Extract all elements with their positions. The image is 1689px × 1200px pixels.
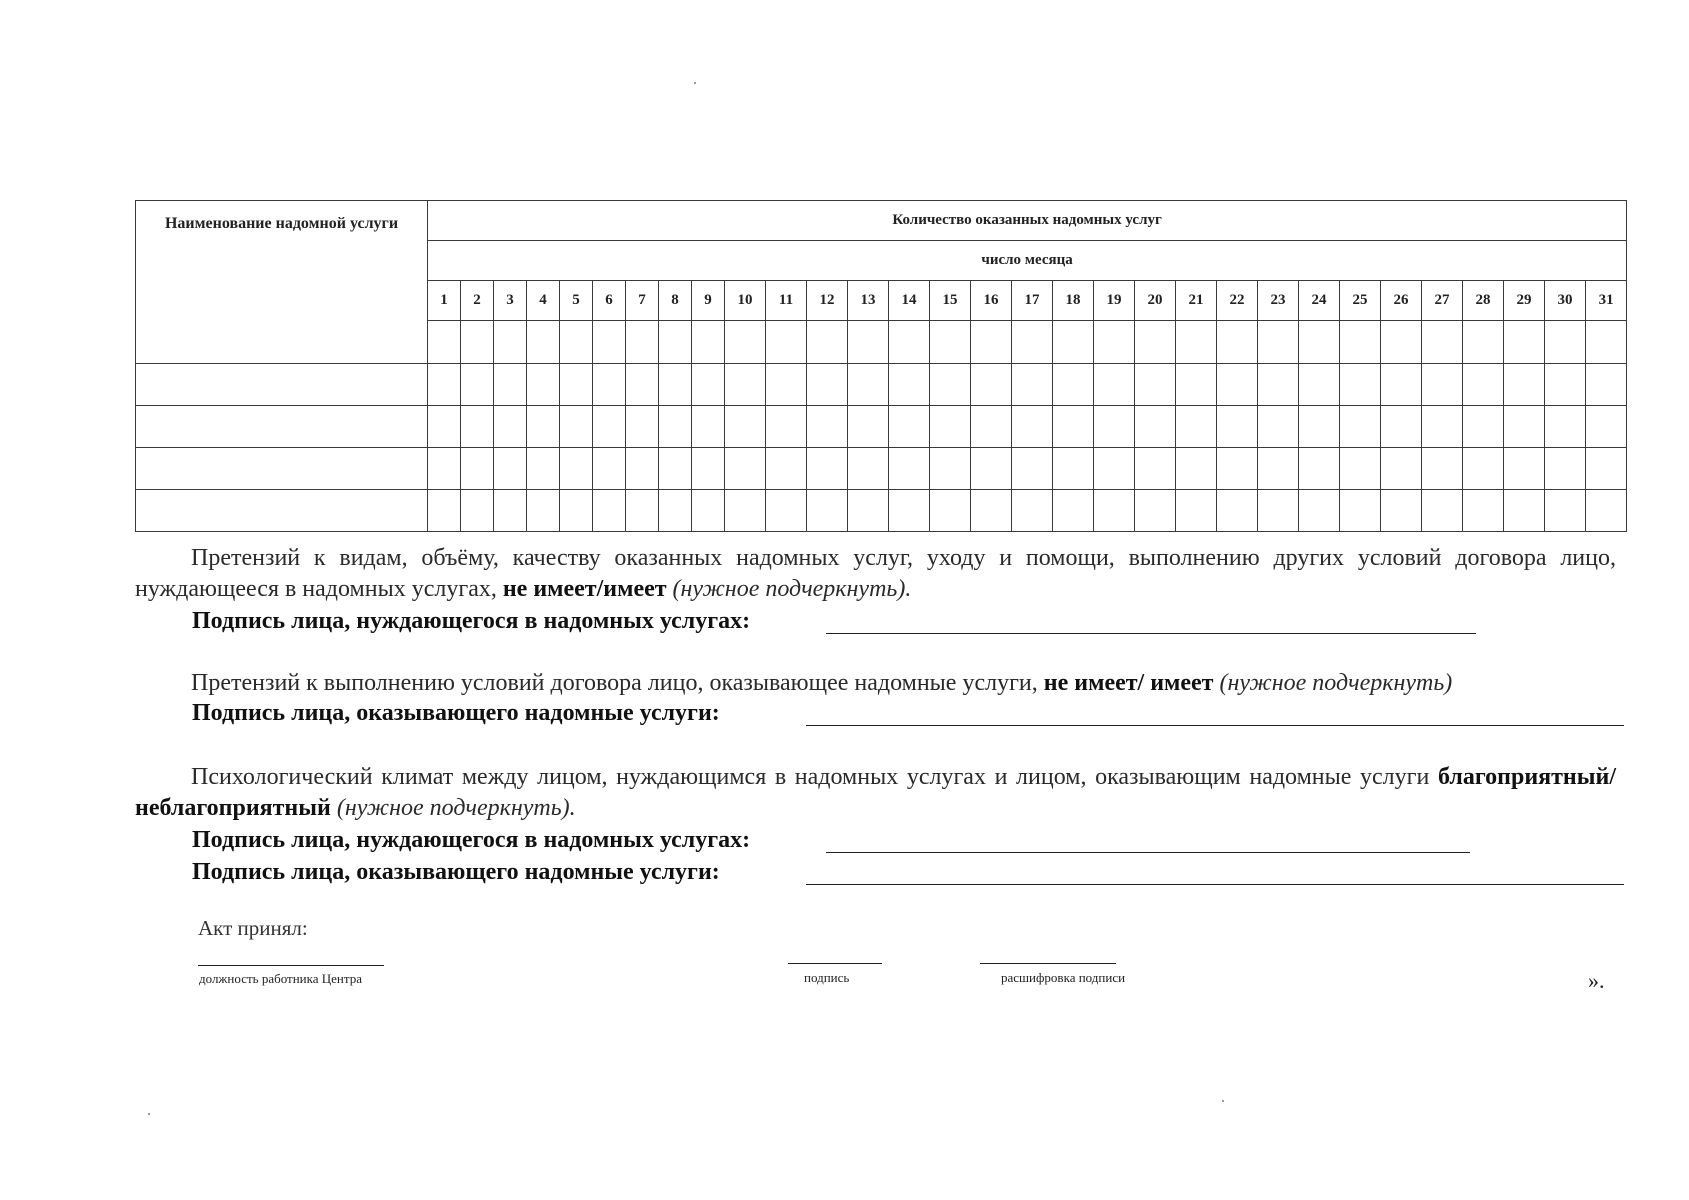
table-cell[interactable]: [1381, 321, 1422, 364]
day-number-cell: 6: [593, 281, 626, 321]
table-cell[interactable]: [766, 490, 807, 532]
climate-paragraph: [135, 762, 1616, 824]
services-count-header: Количество оказанных надомных услуг: [428, 201, 1627, 241]
table-cell[interactable]: [1299, 364, 1340, 406]
day-number-cell: 13: [848, 281, 889, 321]
table-cell[interactable]: [930, 448, 971, 490]
day-number-cell: 9: [692, 281, 725, 321]
claims-services-hint: (нужное подчеркнуть).: [672, 576, 912, 602]
day-number-cell: 30: [1545, 281, 1586, 321]
table-cell[interactable]: [1094, 364, 1135, 406]
day-number-cell: 14: [889, 281, 930, 321]
table-cell[interactable]: [1422, 448, 1463, 490]
day-number-cell: 29: [1504, 281, 1545, 321]
table-cell[interactable]: [494, 448, 527, 490]
table-cell[interactable]: [1545, 364, 1586, 406]
table-cell[interactable]: [1586, 406, 1627, 448]
table-cell[interactable]: [626, 448, 659, 490]
table-cell[interactable]: [461, 364, 494, 406]
table-cell[interactable]: [692, 448, 725, 490]
table-cell[interactable]: [930, 406, 971, 448]
table-cell[interactable]: [428, 490, 461, 532]
table-cell[interactable]: [527, 490, 560, 532]
table-cell[interactable]: [930, 321, 971, 364]
table-cell[interactable]: [560, 321, 593, 364]
table-cell[interactable]: [807, 364, 848, 406]
table-cell[interactable]: [692, 321, 725, 364]
table-cell[interactable]: [1176, 448, 1217, 490]
table-cell[interactable]: [1135, 490, 1176, 532]
provider-signature-field-2[interactable]: [806, 884, 1624, 885]
table-cell[interactable]: [971, 364, 1012, 406]
table-cell[interactable]: [461, 406, 494, 448]
day-number-cell: 10: [725, 281, 766, 321]
table-cell[interactable]: [1463, 448, 1504, 490]
table-cell[interactable]: [1094, 321, 1135, 364]
table-cell[interactable]: [494, 406, 527, 448]
table-cell[interactable]: [930, 490, 971, 532]
table-cell[interactable]: [1340, 448, 1381, 490]
day-number-cell: 4: [527, 281, 560, 321]
table-cell[interactable]: [1381, 448, 1422, 490]
table-cell[interactable]: [848, 406, 889, 448]
table-cell[interactable]: [1422, 321, 1463, 364]
table-cell[interactable]: [626, 364, 659, 406]
table-cell[interactable]: [725, 490, 766, 532]
table-cell[interactable]: [1340, 406, 1381, 448]
day-number-cell: 8: [659, 281, 692, 321]
table-cell[interactable]: [1340, 490, 1381, 532]
table-cell[interactable]: [1463, 406, 1504, 448]
position-caption: должность работника Центра: [199, 971, 362, 986]
table-cell[interactable]: [1299, 490, 1340, 532]
table-cell[interactable]: [1094, 406, 1135, 448]
table-cell[interactable]: [1094, 448, 1135, 490]
service-name-cell[interactable]: [136, 448, 428, 490]
claims-provider-hint: (нужное подчеркнуть): [1219, 670, 1453, 696]
recipient-signature-label: Подпись лица, нуждающегося в надомных услугах:: [192, 608, 751, 634]
recipient-signature-field-2[interactable]: [826, 852, 1470, 853]
table-cell[interactable]: [1381, 490, 1422, 532]
signature-field[interactable]: [788, 963, 882, 964]
claims-provider-paragraph: [135, 668, 1616, 699]
table-cell[interactable]: [766, 406, 807, 448]
climate-hint: (нужное подчеркнуть).: [336, 795, 576, 821]
table-cell[interactable]: [807, 406, 848, 448]
table-cell[interactable]: [1258, 490, 1299, 532]
table-cell[interactable]: [1422, 406, 1463, 448]
table-cell[interactable]: [1012, 448, 1053, 490]
position-field[interactable]: [198, 965, 384, 966]
table-cell[interactable]: [971, 406, 1012, 448]
day-number-cell: 27: [1422, 281, 1463, 321]
table-cell[interactable]: [1586, 448, 1627, 490]
table-cell[interactable]: [1586, 364, 1627, 406]
table-cell[interactable]: [725, 364, 766, 406]
table-row: [136, 406, 1627, 448]
table-cell[interactable]: [1463, 321, 1504, 364]
table-cell[interactable]: [889, 364, 930, 406]
table-cell[interactable]: [560, 364, 593, 406]
table-cell[interactable]: [494, 321, 527, 364]
table-cell[interactable]: [1545, 321, 1586, 364]
claims-services-choice: не имеет/имеет: [502, 576, 667, 602]
table-cell[interactable]: [1381, 364, 1422, 406]
day-number-cell: 22: [1217, 281, 1258, 321]
day-of-month-header: число месяца: [428, 241, 1627, 281]
table-cell[interactable]: [1299, 448, 1340, 490]
day-number-cell: 5: [560, 281, 593, 321]
table-cell[interactable]: [1258, 448, 1299, 490]
closing-quote-mark: ».: [1588, 968, 1605, 993]
table-cell[interactable]: [1299, 406, 1340, 448]
table-cell[interactable]: [1135, 321, 1176, 364]
day-number-cell: 31: [1586, 281, 1627, 321]
table-cell[interactable]: [692, 406, 725, 448]
table-cell[interactable]: [807, 490, 848, 532]
table-cell[interactable]: [1422, 364, 1463, 406]
table-cell[interactable]: [1176, 490, 1217, 532]
table-cell[interactable]: [1053, 364, 1094, 406]
table-cell[interactable]: [766, 321, 807, 364]
table-cell[interactable]: [560, 490, 593, 532]
day-number-cell: 24: [1299, 281, 1340, 321]
table-cell[interactable]: [428, 364, 461, 406]
table-cell[interactable]: [1217, 321, 1258, 364]
table-cell[interactable]: [593, 490, 626, 532]
day-number-cell: 2: [461, 281, 494, 321]
day-number-cell: 18: [1053, 281, 1094, 321]
signature-caption: подпись: [804, 970, 850, 985]
recipient-signature-field[interactable]: [826, 633, 1476, 634]
service-name-cell[interactable]: [136, 406, 428, 448]
table-cell[interactable]: [626, 490, 659, 532]
table-cell[interactable]: [1053, 490, 1094, 532]
table-cell[interactable]: [626, 406, 659, 448]
table-cell[interactable]: [1299, 321, 1340, 364]
day-number-cell: 16: [971, 281, 1012, 321]
table-cell[interactable]: [1012, 321, 1053, 364]
day-number-cell: 19: [1094, 281, 1135, 321]
table-cell[interactable]: [527, 448, 560, 490]
day-number-cell: 11: [766, 281, 807, 321]
table-cell[interactable]: [494, 490, 527, 532]
climate-choice: благоприятный/неблагоприятный: [135, 764, 1616, 821]
table-cell[interactable]: [848, 321, 889, 364]
table-cell[interactable]: [461, 448, 494, 490]
table-cell[interactable]: [889, 448, 930, 490]
climate-text: Психологический климат между лицом, нуждающимся в надомных услугах и лицом, оказывающим надомные услуги: [191, 764, 1438, 790]
day-number-cell: 15: [930, 281, 971, 321]
day-number-cell: 1: [428, 281, 461, 321]
day-number-cell: 3: [494, 281, 527, 321]
table-cell[interactable]: [593, 321, 626, 364]
table-cell[interactable]: [1504, 406, 1545, 448]
table-cell[interactable]: [1258, 321, 1299, 364]
table-cell[interactable]: [1586, 321, 1627, 364]
table-cell[interactable]: [560, 448, 593, 490]
table-cell[interactable]: [692, 364, 725, 406]
table-cell[interactable]: [725, 321, 766, 364]
table-cell[interactable]: [1053, 406, 1094, 448]
day-number-cell: 25: [1340, 281, 1381, 321]
table-cell[interactable]: [1545, 406, 1586, 448]
table-cell[interactable]: [725, 448, 766, 490]
table-cell[interactable]: [1135, 448, 1176, 490]
table-cell[interactable]: [1422, 490, 1463, 532]
table-cell[interactable]: [1340, 321, 1381, 364]
decoding-caption: расшифровка подписи: [1001, 970, 1126, 985]
table-cell[interactable]: [593, 364, 626, 406]
service-name-cell[interactable]: [136, 364, 428, 406]
act-accepted-label: Акт принял:: [198, 916, 308, 940]
scan-speck: [148, 1113, 150, 1115]
day-number-cell: 21: [1176, 281, 1217, 321]
table-cell[interactable]: [1586, 490, 1627, 532]
table-header-row-1: [136, 201, 1627, 241]
table-cell[interactable]: [766, 448, 807, 490]
table-cell[interactable]: [1504, 448, 1545, 490]
table-cell[interactable]: [930, 364, 971, 406]
table-cell[interactable]: [1094, 490, 1135, 532]
recipient-signature-label-2: Подпись лица, нуждающегося в надомных услугах:: [192, 827, 751, 853]
table-cell[interactable]: [1012, 490, 1053, 532]
table-row: [136, 364, 1627, 406]
claims-services-text: Претензий к видам, объёму, качеству оказанных надомных услуг, уходу и помощи, выполнению других условий договора лицо, нуждающееся в надомных услугах,: [135, 545, 1616, 602]
table-cell[interactable]: [1217, 448, 1258, 490]
table-cell[interactable]: [889, 490, 930, 532]
table-cell[interactable]: [1504, 490, 1545, 532]
table-cell[interactable]: [659, 448, 692, 490]
table-cell[interactable]: [659, 490, 692, 532]
table-cell[interactable]: [1217, 490, 1258, 532]
table-cell[interactable]: [889, 321, 930, 364]
provider-signature-label-2: Подпись лица, оказывающего надомные услуги:: [192, 859, 720, 885]
day-number-cell: 28: [1463, 281, 1504, 321]
table-cell[interactable]: [1340, 364, 1381, 406]
day-number-cell: 12: [807, 281, 848, 321]
table-cell[interactable]: [971, 490, 1012, 532]
table-cell[interactable]: [527, 406, 560, 448]
table-cell[interactable]: [1545, 448, 1586, 490]
table-cell[interactable]: [807, 321, 848, 364]
claims-services-paragraph: [135, 543, 1616, 605]
table-cell[interactable]: [1381, 406, 1422, 448]
service-name-cell[interactable]: [136, 490, 428, 532]
decoding-field[interactable]: [980, 963, 1116, 964]
table-cell[interactable]: [725, 406, 766, 448]
provider-signature-label: Подпись лица, оказывающего надомные услуги:: [192, 700, 720, 726]
table-cell[interactable]: [1053, 321, 1094, 364]
table-cell[interactable]: [1135, 406, 1176, 448]
scan-speck: [1222, 1100, 1224, 1102]
table-cell[interactable]: [848, 364, 889, 406]
table-cell[interactable]: [428, 321, 461, 364]
table-cell[interactable]: [807, 448, 848, 490]
table-cell[interactable]: [848, 448, 889, 490]
services-table: [135, 200, 1627, 532]
day-number-cell: 26: [1381, 281, 1422, 321]
table-cell[interactable]: [593, 406, 626, 448]
provider-signature-field[interactable]: [806, 725, 1624, 726]
table-cell[interactable]: [1504, 364, 1545, 406]
table-cell[interactable]: [593, 448, 626, 490]
day-number-cell: 23: [1258, 281, 1299, 321]
table-cell[interactable]: [1012, 406, 1053, 448]
table-cell[interactable]: [461, 490, 494, 532]
day-number-cell: 20: [1135, 281, 1176, 321]
table-cell[interactable]: [527, 321, 560, 364]
table-cell[interactable]: [1258, 406, 1299, 448]
table-cell[interactable]: [971, 448, 1012, 490]
day-number-cell: 7: [626, 281, 659, 321]
table-cell[interactable]: [1176, 406, 1217, 448]
claims-provider-text: Претензий к выполнению условий договора лицо, оказывающее надомные услуги,: [191, 670, 1044, 696]
table-cell[interactable]: [626, 321, 659, 364]
table-cell[interactable]: [1012, 364, 1053, 406]
table-cell[interactable]: [692, 490, 725, 532]
table-cell[interactable]: [1504, 321, 1545, 364]
table-cell[interactable]: [848, 490, 889, 532]
table-cell[interactable]: [659, 364, 692, 406]
day-number-cell: 17: [1012, 281, 1053, 321]
table-cell[interactable]: [659, 406, 692, 448]
table-cell[interactable]: [659, 321, 692, 364]
table-cell[interactable]: [1176, 321, 1217, 364]
table-cell[interactable]: [1053, 448, 1094, 490]
table-cell[interactable]: [1176, 364, 1217, 406]
table-cell[interactable]: [428, 406, 461, 448]
table-cell[interactable]: [971, 321, 1012, 364]
scan-speck: [694, 82, 696, 84]
table-cell[interactable]: [1258, 364, 1299, 406]
table-cell[interactable]: [428, 448, 461, 490]
service-name-header: Наименование надомной услуги: [136, 201, 428, 364]
claims-provider-choice: не имеет/ имеет: [1043, 670, 1214, 696]
table-cell[interactable]: [461, 321, 494, 364]
table-cell[interactable]: [1463, 364, 1504, 406]
table-cell[interactable]: [889, 406, 930, 448]
table-cell[interactable]: [1463, 490, 1504, 532]
table-row: [136, 448, 1627, 490]
table-cell[interactable]: [1135, 364, 1176, 406]
table-cell[interactable]: [1217, 406, 1258, 448]
table-cell[interactable]: [1217, 364, 1258, 406]
table-cell[interactable]: [494, 364, 527, 406]
table-cell[interactable]: [1545, 490, 1586, 532]
table-cell[interactable]: [560, 406, 593, 448]
table-row: [136, 490, 1627, 532]
table-cell[interactable]: [527, 364, 560, 406]
table-cell[interactable]: [766, 364, 807, 406]
